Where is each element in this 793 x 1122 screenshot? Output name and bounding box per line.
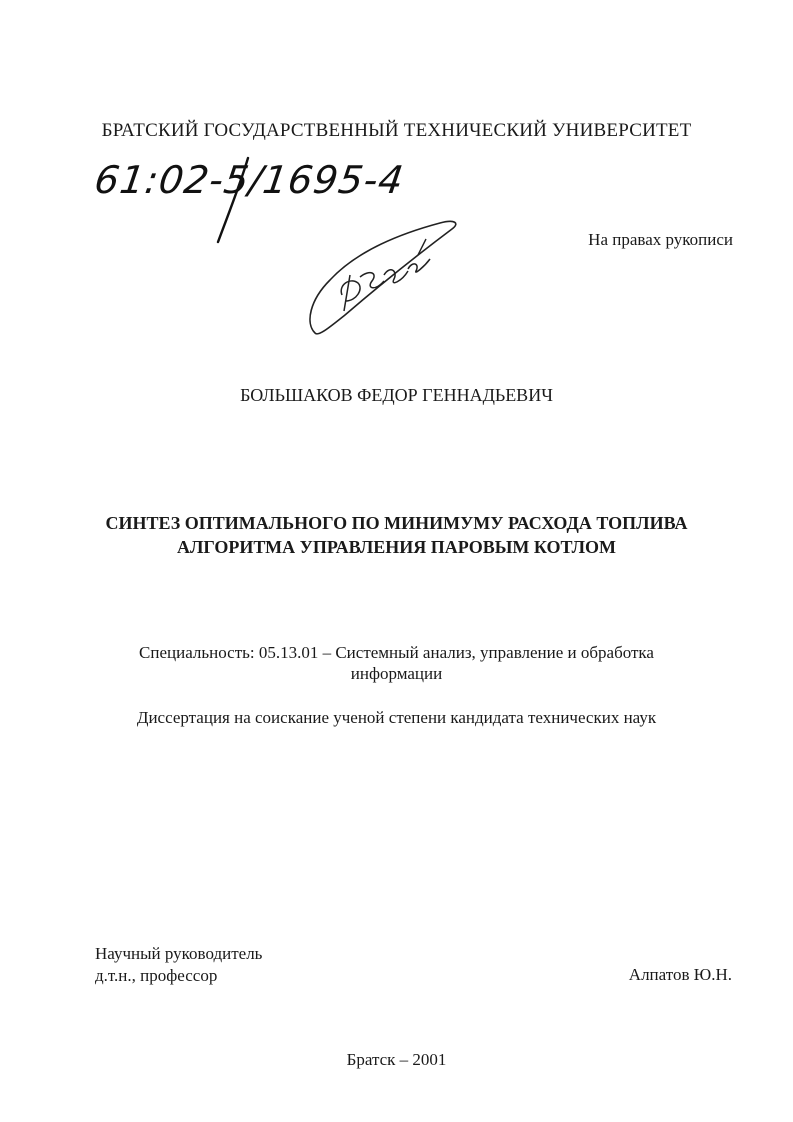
manuscript-rights-label: На правах рукописи: [588, 230, 733, 249]
speciality-line-2: информации: [350, 664, 443, 683]
title-line-2: АЛГОРИТМА УПРАВЛЕНИЯ ПАРОВЫМ КОТЛОМ: [177, 537, 616, 557]
dissertation-title: [0, 511, 793, 559]
author-name: БОЛЬШАКОВ ФЕДОР ГЕННАДЬЕВИЧ: [240, 385, 553, 405]
university-name: БРАТСКИЙ ГОСУДАРСТВЕННЫЙ ТЕХНИЧЕСКИЙ УНИВЕРСИТЕТ: [101, 120, 692, 141]
supervisor-label-line-1: Научный руководитель: [95, 944, 263, 963]
author-signature: [300, 215, 470, 345]
dissertation-degree: Диссертация на соискание ученой степени кандидата технических наук: [136, 708, 657, 727]
supervisor-name: Алпатов Ю.Н.: [628, 965, 732, 984]
city-year: Братск – 2001: [346, 1050, 447, 1069]
speciality: [0, 642, 793, 684]
supervisor-label-line-2: д.т.н., профессор: [95, 966, 218, 985]
handwritten-slash-mark: [200, 150, 260, 250]
speciality-line-1: Специальность: 05.13.01 – Системный анализ, управление и обработка: [139, 643, 654, 662]
handwritten-catalog-code: 61:02-5/1695-4: [91, 158, 407, 202]
title-line-1: СИНТЕЗ ОПТИМАЛЬНОГО ПО МИНИМУМУ РАСХОДА ТОПЛИВА: [105, 513, 688, 533]
supervisor-label: [95, 943, 262, 987]
